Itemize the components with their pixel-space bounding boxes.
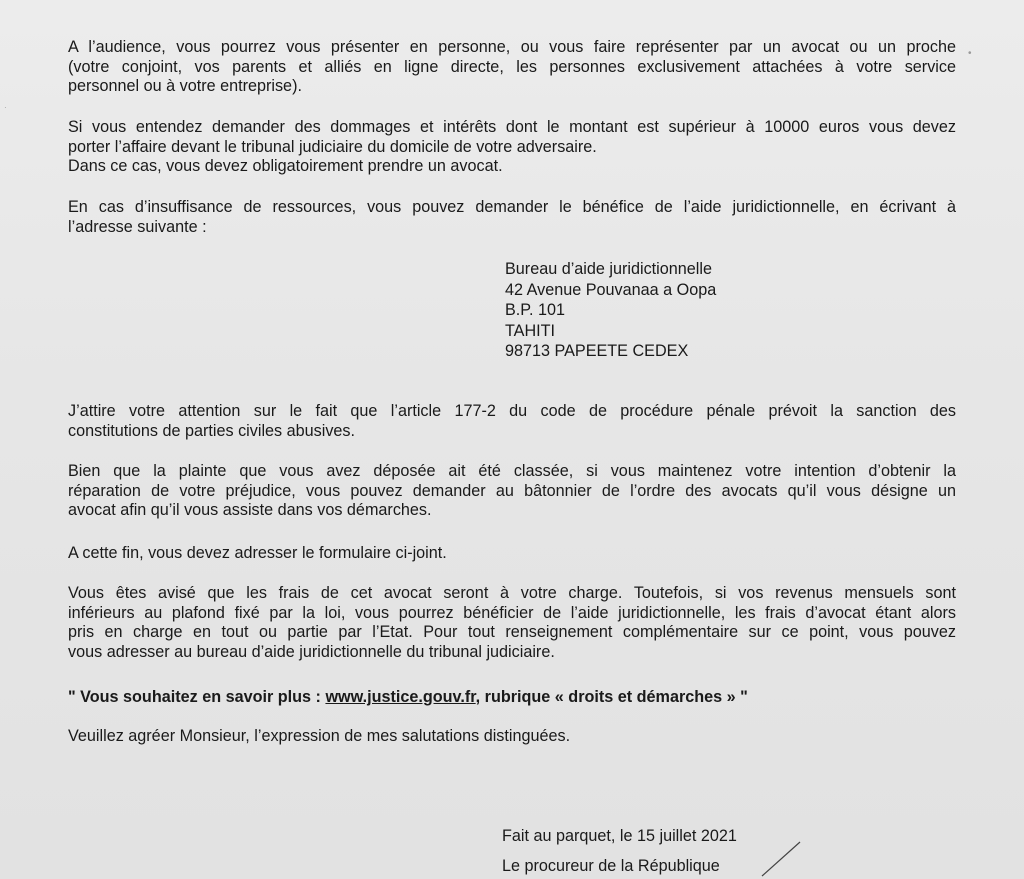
complaint-paragraph (68, 462, 956, 521)
info-prefix: " Vous souhaitez en savoir plus : (68, 688, 326, 706)
form-paragraph (68, 544, 956, 564)
address-line: 42 Avenue Pouvanaa a Oopa (505, 280, 717, 299)
text-line: Vous êtes avisé que les frais de cet avocat seront à votre charge. Toutefois, si vos revenus mensuels sont (68, 584, 956, 602)
text-line: Dans ce cas, vous devez obligatoirement prendre un avocat. (68, 157, 503, 175)
text-line: réparation de votre préjudice, vous pouvez demander au bâtonnier de l’ordre des avocats qu’il vous désigne un (68, 481, 956, 500)
text-line: avocat afin qu’il vous assiste dans vos démarches. (68, 501, 432, 519)
text-line: Bien que la plainte que vous avez déposée ait été classée, si vous maintenez votre intention d’obtenir la (68, 462, 956, 480)
text-line: Veuillez agréer Monsieur, l’expression de mes salutations distinguées. (68, 727, 571, 745)
salutation-paragraph (68, 727, 956, 747)
signatory-title: Le procureur de la République (502, 857, 720, 875)
address-line: TAHITI (505, 321, 556, 340)
text-line: (votre conjoint, vos parents et alliés en ligne directe, les personnes exclusivement attachées à votre service (68, 57, 956, 76)
legal-aid-paragraph (68, 198, 956, 237)
text-line: constitutions de parties civiles abusives. (68, 421, 356, 440)
text-line: porter l’affaire devant le tribunal judiciaire du domicile de votre adversaire. (68, 137, 597, 156)
damages-paragraph (68, 118, 956, 177)
text-line (68, 688, 956, 708)
address-line: 98713 PAPEETE CEDEX (505, 342, 689, 360)
scan-mark: · (4, 103, 7, 112)
text-line: Si vous entendez demander des dommages et intérêts dont le montant est supérieur à 10000 euros vous devez (68, 118, 956, 136)
text-line: pris en charge en tout ou partie par l’Etat. Pour tout renseignement complémentaire sur ce point, vous pouvez (68, 623, 956, 641)
address-line: B.P. 101 (505, 301, 566, 319)
text-line: l’adresse suivante : (68, 217, 207, 236)
address-line: Bureau d’aide juridictionnelle (505, 260, 712, 278)
fees-paragraph (68, 584, 956, 662)
text-line: En cas d’insuffisance de ressources, vous pouvez demander le bénéfice de l’aide juridictionnelle, en écrivant à (68, 198, 956, 216)
text-line: inférieurs au plafond fixé par la loi, vous pourrez bénéficier de l’aide juridictionnelle, les frais d’avocat étant alors (68, 603, 956, 622)
text-line: vous adresser au bureau d’aide juridictionnelle du tribunal judiciaire. (68, 642, 555, 661)
place-and-date: Fait au parquet, le 15 juillet 2021 (502, 827, 737, 845)
scan-mark: • (968, 48, 972, 59)
signature-stroke (760, 838, 810, 878)
more-info-line (68, 688, 956, 708)
article-paragraph (68, 402, 956, 441)
info-suffix: , rubrique « droits et démarches » " (475, 688, 748, 706)
text-line: A l’audience, vous pourrez vous présenter en personne, ou vous faire représenter par un avocat ou un proche (68, 38, 956, 56)
justice-website-link[interactable]: www.justice.gouv.fr (325, 688, 476, 706)
text-line: personnel ou à votre entreprise). (68, 77, 302, 95)
legal-aid-address (505, 259, 716, 362)
text-line: J’attire votre attention sur le fait que l’article 177-2 du code de procédure pénale prévoit la sanction des (68, 402, 956, 420)
hearing-paragraph (68, 38, 956, 97)
text-line: A cette fin, vous devez adresser le formulaire ci-joint. (68, 544, 447, 562)
